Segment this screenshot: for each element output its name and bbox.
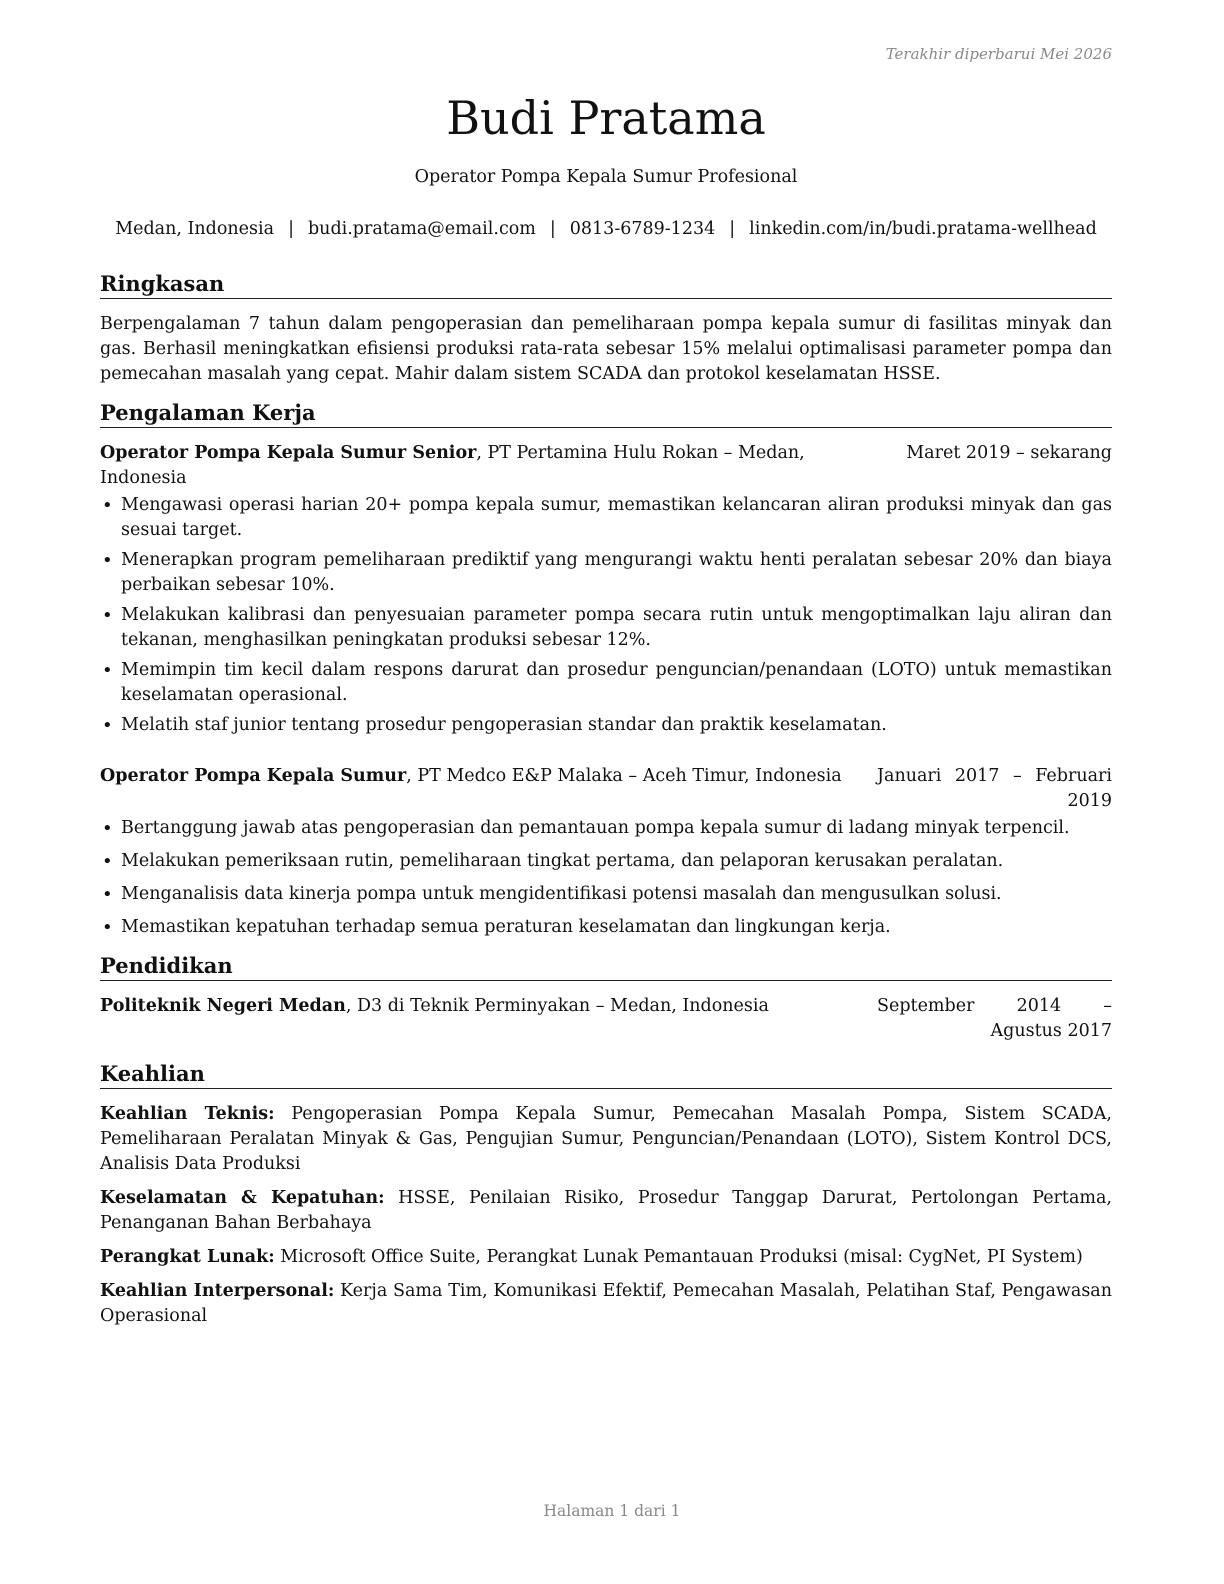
job-bullet-list [100, 816, 1112, 940]
candidate-name: Budi Pratama [446, 91, 766, 145]
job-bullet: • Menganalisis data kinerja pompa untuk mengidentifikasi potensi masalah dan mengusulkan solusi. [100, 882, 1112, 907]
job-company-location: , PT Medco E&P Malaka – Aceh Timur, Indonesia [406, 766, 842, 786]
skill-label: Keselamatan & Kepatuhan: [100, 1188, 385, 1208]
section-title-skills: Keahlian [100, 1060, 1112, 1089]
job-bullet: • Bertanggung jawab atas pengoperasian dan pemantauan pompa kepala sumur di ladang minyak terpencil. [100, 816, 1112, 841]
job-entry [100, 764, 1112, 940]
job-role-line [100, 764, 857, 789]
job-position: Operator Pompa Kepala Sumur Senior [100, 443, 477, 463]
job-spacer [100, 743, 1112, 764]
candidate-headline: Operator Pompa Kepala Sumur Profesional [414, 167, 798, 187]
resume-content [100, 270, 1112, 1338]
skill-text: Pengoperasian Pompa Kepala Sumur, Pemecahan Masalah Pompa, Sistem SCADA, Pemeliharaan Peralatan Minyak & Gas, Pengujian Sumur, Penguncian/Penandaan (LOTO), Sistem Kontrol DCS, Analisis Data Produksi [100, 1104, 1112, 1174]
skill-row [100, 1245, 1112, 1270]
job-dates: Januari 2017 – Februari 2019 [877, 766, 1112, 811]
section-title-summary: Ringkasan [100, 270, 1112, 299]
job-header [100, 764, 1112, 814]
job-header [100, 441, 1112, 491]
section-spacer [100, 1046, 1112, 1060]
summary-text: Berpengalaman 7 tahun dalam pengoperasian dan pemeliharaan pompa kepala sumur di fasilitas minyak dan gas. Berhasil meningkatkan efisiensi produksi rata-rata sebesar 15% melalui optimalisasi parameter pompa dan pemecahan masalah yang cepat. Mahir dalam sistem SCADA dan protokol keselamatan HSSE. [100, 314, 1112, 384]
skill-text: Kerja Sama Tim, Komunikasi Efektif, Pemecahan Masalah, Pelatihan Staf, Pengawasan Operasional [100, 1281, 1112, 1326]
skill-text: HSSE, Penilaian Risiko, Prosedur Tanggap Darurat, Pertolongan Pertama, Penanganan Bahan Berbahaya [100, 1188, 1112, 1233]
section-title-experience: Pengalaman Kerja [100, 399, 1112, 428]
skill-text: Microsoft Office Suite, Perangkat Lunak Pemantauan Produksi (misal: CygNet, PI System) [274, 1247, 1083, 1267]
skill-row [100, 1279, 1112, 1329]
job-bullet: • Melatih staf junior tentang prosedur pengoperasian standar dan praktik keselamatan. [100, 713, 1112, 738]
job-position: Operator Pompa Kepala Sumur [100, 766, 407, 786]
skill-row [100, 1186, 1112, 1236]
job-bullet: • Memastikan kepatuhan terhadap semua peraturan keselamatan dan lingkungan kerja. [100, 915, 1112, 940]
job-bullet: • Memimpin tim kecil dalam respons darurat dan prosedur penguncian/penandaan (LOTO) untuk memastikan keselamatan operasional. [100, 658, 1112, 708]
last-updated-note: Terakhir diperbarui Mei 2026 [885, 45, 1112, 63]
job-bullet-list [100, 493, 1112, 738]
job-bullet: • Melakukan pemeriksaan rutin, pemeliharaan tingkat pertama, dan pelaporan kerusakan peralatan. [100, 849, 1112, 874]
job-company-location: , PT Pertamina Hulu Rokan – Medan, Indonesia [100, 443, 805, 488]
skill-label: Keahlian Interpersonal: [100, 1281, 335, 1301]
education-entry [100, 994, 1112, 1044]
contact-phone: 0813-6789-1234 [569, 219, 716, 239]
contact-separator: | [288, 219, 294, 239]
education-dates: September 2014 – Agustus 2017 [877, 996, 1112, 1041]
skill-label: Keahlian Teknis: [100, 1104, 275, 1124]
section-title-education: Pendidikan [100, 952, 1112, 981]
job-bullet: • Melakukan kalibrasi dan penyesuaian parameter pompa secara rutin untuk mengoptimalkan laju aliran dan tekanan, menghasilkan peningkatan produksi sebesar 12%. [100, 603, 1112, 653]
education-institution: Politeknik Negeri Medan [100, 996, 346, 1016]
skill-row [100, 1102, 1112, 1177]
education-line [100, 994, 857, 1019]
job-bullet: • Menerapkan program pemeliharaan prediktif yang mengurangi waktu henti peralatan sebesar 20% dan biaya perbaikan sebesar 10%. [100, 548, 1112, 598]
job-bullet: • Mengawasi operasi harian 20+ pompa kepala sumur, memastikan kelancaran aliran produksi minyak dan gas sesuai target. [100, 493, 1112, 543]
contact-line [80, 219, 1132, 239]
contact-separator: | [729, 219, 736, 239]
page-footer: Halaman 1 dari 1 [543, 1502, 681, 1520]
education-degree-location: , D3 di Teknik Perminyakan – Medan, Indonesia [345, 996, 769, 1016]
contact-linkedin[interactable]: linkedin.com/in/budi.pratama-wellhead [749, 219, 1097, 239]
contact-separator: | [549, 219, 556, 239]
contact-location: Medan, Indonesia [115, 219, 275, 239]
job-role-line [100, 441, 886, 491]
job-entry [100, 441, 1112, 738]
contact-email[interactable]: budi.pratama@email.com [307, 219, 536, 239]
skill-label: Perangkat Lunak: [100, 1247, 275, 1267]
job-dates: Maret 2019 – sekarang [906, 443, 1112, 463]
